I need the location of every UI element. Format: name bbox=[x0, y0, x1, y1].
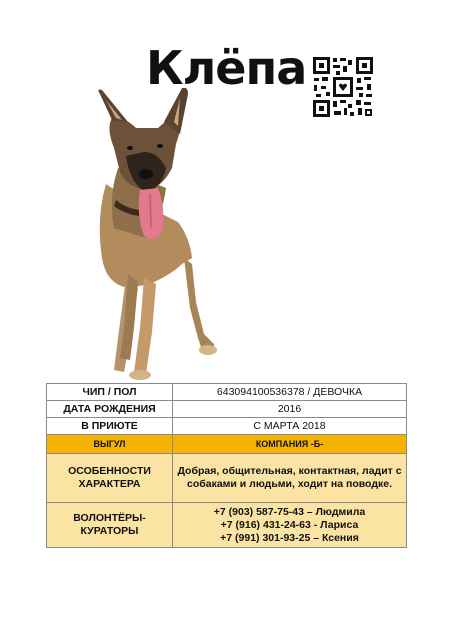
info-table bbox=[46, 383, 407, 548]
in-shelter-value: С МАРТА 2018 bbox=[173, 418, 407, 435]
table-row bbox=[47, 418, 407, 435]
chip-sex-value: 643094100536378 / ДЕВОЧКА bbox=[173, 384, 407, 401]
dog-photo bbox=[66, 88, 226, 384]
curator-phone[interactable]: +7 (916) 431-24-63 - Лариса bbox=[220, 518, 359, 531]
table-row bbox=[47, 401, 407, 418]
table-row bbox=[47, 384, 407, 401]
curator-phone[interactable]: +7 (991) 301-93-25 – Ксения bbox=[220, 531, 359, 544]
qr-code-icon bbox=[312, 56, 374, 118]
birth-date-value: 2016 bbox=[173, 401, 407, 418]
walk-value: КОМПАНИЯ -Б- bbox=[173, 435, 407, 454]
in-shelter-label: В ПРИЮТЕ bbox=[47, 418, 173, 435]
table-row bbox=[47, 454, 407, 503]
table-row bbox=[47, 435, 407, 454]
character-label: ОСОБЕННОСТИ ХАРАКТЕРА bbox=[47, 454, 173, 503]
curators-contacts bbox=[173, 503, 407, 548]
page-title: Клёпа bbox=[146, 41, 307, 95]
curator-phone[interactable]: +7 (903) 587-75-43 – Людмила bbox=[213, 505, 366, 518]
chip-sex-label: ЧИП / ПОЛ bbox=[47, 384, 173, 401]
birth-date-label: ДАТА РОЖДЕНИЯ bbox=[47, 401, 173, 418]
character-value: Добрая, общительная, контактная, ладит с собаками и людьми, ходит на поводке. bbox=[173, 454, 407, 503]
table-row bbox=[47, 503, 407, 548]
curators-label: ВОЛОНТЁРЫ-КУРАТОРЫ bbox=[47, 503, 173, 548]
walk-label: ВЫГУЛ bbox=[47, 435, 173, 454]
